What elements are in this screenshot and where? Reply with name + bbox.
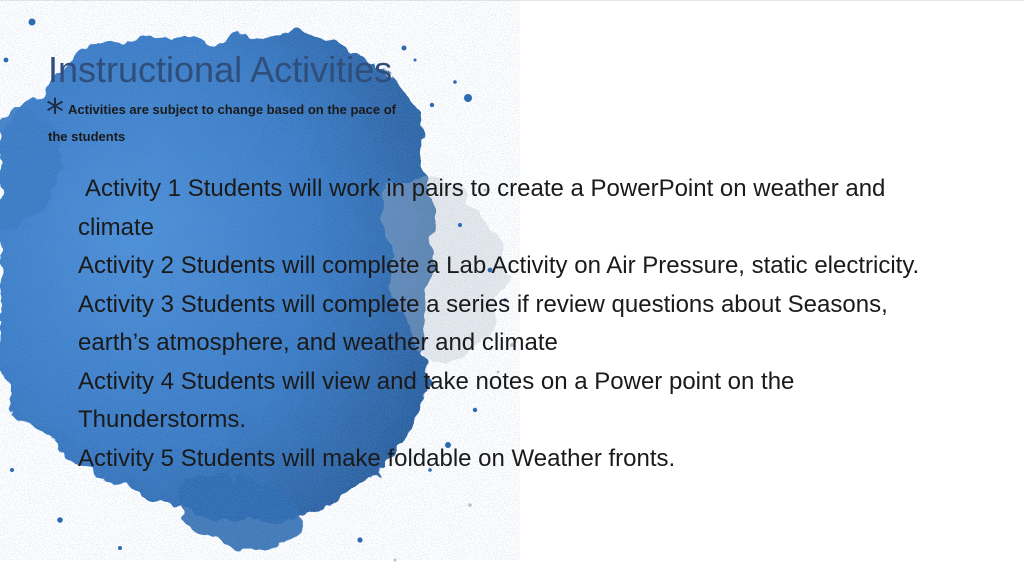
activity-item-3: Activity 3 Students will complete a series if review questions about Seasons, earth’s atmosphere, and weather and climate — [78, 290, 888, 356]
activity-list — [78, 170, 938, 478]
pacing-note-line-1: Activities are subject to change based on the pace of — [68, 102, 396, 117]
activity-item-4: Activity 4 Students will view and take notes on a Power point on the Thunderstorms. — [78, 367, 795, 433]
pacing-note-line-2: the students — [48, 129, 126, 144]
slide-title: Instructional Activities — [48, 49, 393, 90]
pacing-note — [46, 92, 466, 146]
asterisk-marker: * — [46, 92, 64, 133]
activity-item-2: Activity 2 Students will complete a Lab Activity on Air Pressure, static electricity. — [78, 252, 920, 279]
activity-item-1: Activity 1 Students will work in pairs to create a PowerPoint on weather and climate — [78, 175, 886, 241]
activity-item-5: Activity 5 Students will make foldable on Weather fronts. — [78, 444, 676, 472]
